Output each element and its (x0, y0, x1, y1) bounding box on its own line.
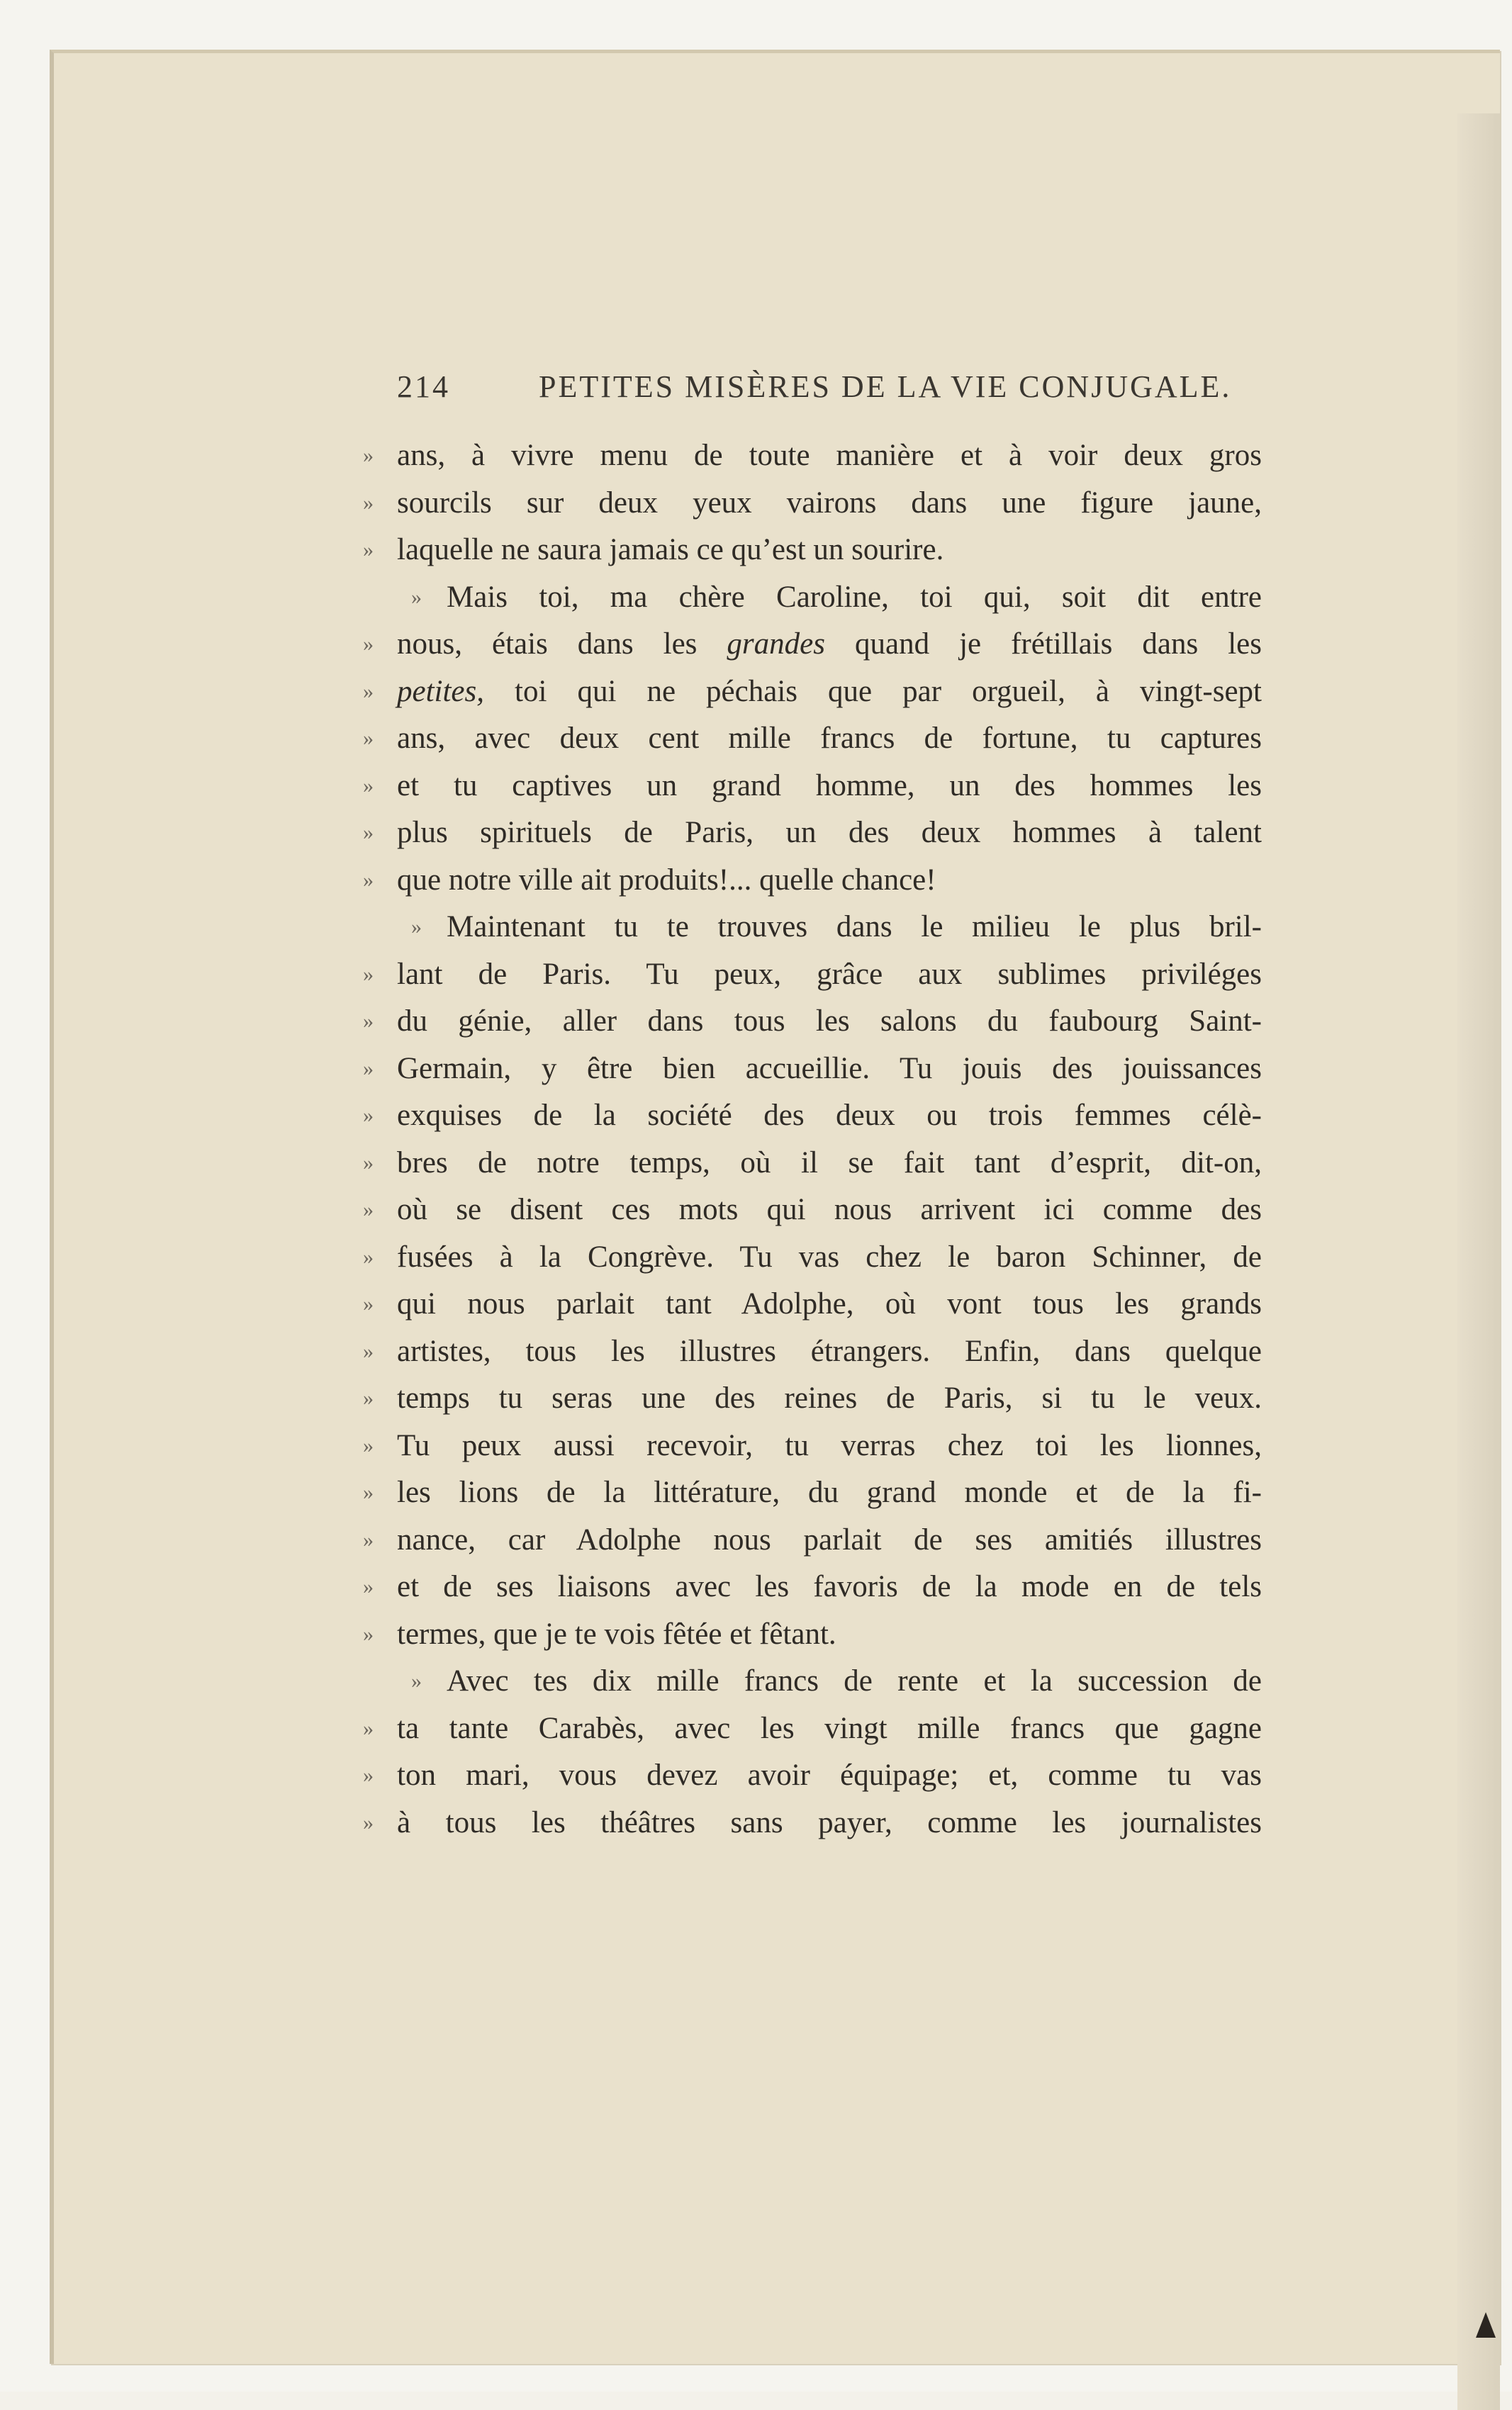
text-line-13: » du génie, aller dans tous les salons du faubourg Saint- (397, 998, 1262, 1046)
quote-mark: » (363, 491, 374, 515)
text-line-8: » et tu captives un grand homme, un des hommes les (397, 763, 1262, 810)
text-line-24: » nance, car Adolphe nous parlait de ses amitiés illustres (397, 1517, 1262, 1564)
quote-mark: » (363, 1764, 374, 1787)
text-line-3: » laquelle ne saura jamais ce qu’est un sourire. (397, 527, 1262, 574)
quote-mark: » (363, 1622, 374, 1646)
emphasis-petites: petites, (397, 674, 484, 708)
quote-mark: » (363, 1716, 374, 1740)
running-title: PETITES MISÈRES DE LA VIE CONJUGALE. (539, 369, 1232, 404)
text-line-10: » que notre ville ait produits!... quelle chance! (397, 857, 1262, 904)
quote-mark: » (363, 632, 374, 656)
quote-mark: » (363, 1810, 374, 1834)
text-line-9: » plus spirituels de Paris, un des deux hommes à talent (397, 809, 1262, 857)
quote-mark: » (363, 679, 374, 703)
quote-mark: » (363, 1245, 374, 1269)
text-line-4: » Mais toi, ma chère Caroline, toi qui, soit dit entre (397, 574, 1262, 622)
corner-mark (1476, 2312, 1496, 2338)
text-line-11: » Maintenant tu te trouves dans le milieu le plus bril- (397, 904, 1262, 951)
quote-mark: » (363, 444, 374, 467)
text-line-15: » exquises de la société des deux ou trois femmes célè- (397, 1092, 1262, 1140)
text-line-26: » termes, que je te vois fêtée et fêtant. (397, 1611, 1262, 1659)
quote-mark: » (363, 1339, 374, 1363)
quote-mark: » (411, 585, 422, 609)
text-line-6: » petites, toi qui ne péchais que par orgueil, à vingt-sept (397, 668, 1262, 716)
quote-mark: » (363, 868, 374, 892)
quote-mark: » (363, 962, 374, 986)
quote-mark: » (363, 821, 374, 844)
quote-mark: » (363, 1575, 374, 1598)
page-number: 214 (397, 369, 450, 404)
quote-mark: » (363, 1528, 374, 1552)
quote-mark: » (363, 1433, 374, 1457)
quote-mark: » (363, 1150, 374, 1175)
text-line-28: » ta tante Carabès, avec les vingt mille francs que gagne (397, 1705, 1262, 1753)
quote-mark: » (363, 773, 374, 797)
text-line-20: » artistes, tous les illustres étrangers. Enfin, dans quelque (397, 1328, 1262, 1376)
text-line-29: » ton mari, vous devez avoir équipage; et, comme tu vas (397, 1752, 1262, 1800)
text-line-27: » Avec tes dix mille francs de rente et la succession de (397, 1658, 1262, 1705)
quote-mark: » (363, 1009, 374, 1033)
text-line-30: » à tous les théâtres sans payer, comme les journalistes (397, 1800, 1262, 1847)
quote-mark: » (363, 1481, 374, 1504)
page-header (397, 369, 1232, 418)
text-line-25: » et de ses liaisons avec les favoris de la mode en de tels (397, 1564, 1262, 1611)
quote-mark: » (363, 1104, 374, 1127)
quote-mark: » (363, 1386, 374, 1410)
quote-mark: » (363, 538, 374, 561)
text-line-21: » temps tu seras une des reines de Paris, si tu le veux. (397, 1375, 1262, 1423)
quote-mark: » (363, 727, 374, 750)
text-line-23: » les lions de la littérature, du grand monde et de la fi- (397, 1469, 1262, 1517)
text-line-22: » Tu peux aussi recevoir, tu verras chez toi les lionnes, (397, 1423, 1262, 1470)
emphasis-grandes: grandes (727, 627, 825, 661)
quote-mark: » (411, 915, 422, 938)
text-line-19: » qui nous parlait tant Adolphe, où vont tous les grands (397, 1281, 1262, 1328)
body-text (363, 432, 1262, 1846)
quote-mark: » (411, 1669, 422, 1693)
text-line-7: » ans, avec deux cent mille francs de fortune, tu captures (397, 715, 1262, 763)
quote-mark: » (363, 1056, 374, 1080)
page-edge (1457, 113, 1500, 2410)
text-line-17: » où se disent ces mots qui nous arrivent ici comme des (397, 1187, 1262, 1234)
text-line-1: » ans, à vivre menu de toute manière et à voir deux gros (397, 432, 1262, 480)
quote-mark: » (363, 1198, 374, 1221)
text-line-2: » sourcils sur deux yeux vairons dans une figure jaune, (397, 480, 1262, 527)
text-line-18: » fusées à la Congrève. Tu vas chez le baron Schinner, de (397, 1234, 1262, 1282)
quote-mark: » (363, 1292, 374, 1316)
text-line-14: » Germain, y être bien accueillie. Tu jouis des jouissances (397, 1046, 1262, 1093)
text-line-16: » bres de notre temps, où il se fait tant d’esprit, dit-on, (397, 1140, 1262, 1187)
text-line-5: » nous, étais dans les grandes quand je frétillais dans les (397, 621, 1262, 668)
text-line-12: » lant de Paris. Tu peux, grâce aux sublimes priviléges (397, 951, 1262, 999)
